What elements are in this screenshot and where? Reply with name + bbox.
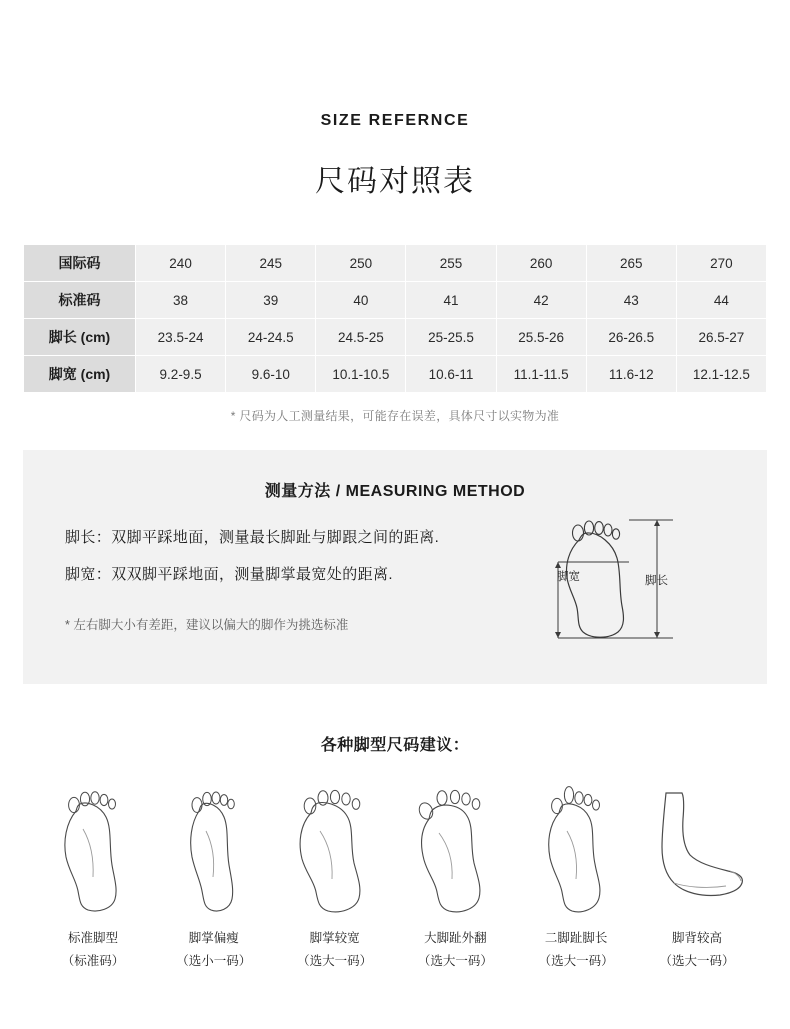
table-cell: 39 bbox=[226, 282, 316, 319]
foot-narrow-icon bbox=[171, 785, 257, 913]
foot-high-arch-art bbox=[641, 781, 753, 913]
row-header-standard-size: 标准码 bbox=[24, 282, 136, 319]
advice-label: 大脚趾外翻 bbox=[424, 931, 487, 945]
advice-label: 标准脚型 bbox=[67, 931, 118, 945]
page-title-english: SIZE REFERNCE bbox=[320, 112, 470, 129]
foot-standard-icon bbox=[50, 785, 136, 913]
advice-item-wide bbox=[279, 781, 391, 969]
table-cell: 25.5-26 bbox=[496, 319, 586, 356]
table-cell: 265 bbox=[586, 245, 676, 282]
table-cell: 240 bbox=[136, 245, 226, 282]
foot-bunion-icon bbox=[409, 785, 501, 913]
measuring-method-panel bbox=[23, 450, 767, 684]
advice-sublabel: （选大一码） bbox=[538, 953, 614, 968]
table-row bbox=[24, 319, 767, 356]
table-row bbox=[24, 245, 767, 282]
size-table-wrapper bbox=[23, 244, 767, 424]
table-cell: 11.1-11.5 bbox=[496, 356, 586, 393]
table-cell: 10.1-10.5 bbox=[316, 356, 406, 393]
advice-item-standard bbox=[37, 781, 149, 969]
table-cell: 44 bbox=[676, 282, 766, 319]
row-header-foot-length: 脚长 (cm) bbox=[24, 319, 136, 356]
table-cell: 42 bbox=[496, 282, 586, 319]
foot-long-second-toe-art bbox=[520, 781, 632, 913]
table-cell: 255 bbox=[406, 245, 496, 282]
foot-wide-icon bbox=[289, 785, 381, 913]
advice-item-narrow bbox=[158, 781, 270, 969]
table-cell: 40 bbox=[316, 282, 406, 319]
foot-long-second-toe-icon bbox=[533, 785, 619, 913]
table-cell: 270 bbox=[676, 245, 766, 282]
table-cell: 9.6-10 bbox=[226, 356, 316, 393]
table-cell: 10.6-11 bbox=[406, 356, 496, 393]
table-cell: 26.5-27 bbox=[676, 319, 766, 356]
table-cell: 26-26.5 bbox=[586, 319, 676, 356]
foot-high-arch-icon bbox=[642, 785, 752, 913]
table-cell: 250 bbox=[316, 245, 406, 282]
foot-wide-art bbox=[279, 781, 391, 913]
page-header bbox=[0, 0, 790, 200]
table-cell: 260 bbox=[496, 245, 586, 282]
foot-standard-art bbox=[37, 781, 149, 913]
table-row bbox=[24, 356, 767, 393]
diagram-label-length: 脚长 bbox=[645, 575, 668, 587]
advice-item-long-second-toe bbox=[520, 781, 632, 969]
table-cell: 9.2-9.5 bbox=[136, 356, 226, 393]
advice-item-bunion bbox=[399, 781, 511, 969]
size-table-note: * 尺码为人工测量结果，可能存在误差，具体尺寸以实物为准 bbox=[230, 409, 560, 423]
advice-sublabel: （选大一码） bbox=[297, 953, 373, 968]
table-cell: 24-24.5 bbox=[226, 319, 316, 356]
table-cell: 43 bbox=[586, 282, 676, 319]
foot-narrow-art bbox=[158, 781, 270, 913]
advice-label: 脚掌较宽 bbox=[309, 931, 360, 945]
advice-sublabel: （选小一码） bbox=[176, 953, 252, 968]
table-cell: 23.5-24 bbox=[136, 319, 226, 356]
measuring-method-title: 测量方法 / MEASURING METHOD bbox=[264, 483, 526, 500]
table-cell: 25-25.5 bbox=[406, 319, 496, 356]
foot-diagram-icon bbox=[525, 506, 725, 656]
table-cell: 38 bbox=[136, 282, 226, 319]
table-cell: 11.6-12 bbox=[586, 356, 676, 393]
advice-sublabel: （选大一码） bbox=[417, 953, 493, 968]
table-cell: 12.1-12.5 bbox=[676, 356, 766, 393]
measuring-instructions bbox=[65, 526, 565, 600]
measuring-instruction-length: 脚长：双脚平踩地面，测量最长脚趾与脚跟之间的距离. bbox=[65, 529, 440, 546]
advice-label: 脚掌偏瘦 bbox=[188, 931, 239, 945]
page-title-chinese: 尺码对照表 bbox=[315, 165, 475, 198]
advice-label: 脚背较高 bbox=[671, 931, 722, 945]
advice-sublabel: （标准码） bbox=[61, 953, 125, 968]
foot-measurement-diagram bbox=[525, 506, 725, 656]
diagram-label-width: 脚宽 bbox=[557, 571, 580, 583]
advice-label: 二脚趾脚长 bbox=[544, 931, 608, 945]
measuring-method-note: * 左右脚大小有差距，建议以偏大的脚作为挑选标准 bbox=[65, 618, 349, 632]
advice-item-high-instep bbox=[641, 781, 753, 969]
table-cell: 41 bbox=[406, 282, 496, 319]
table-cell: 24.5-25 bbox=[316, 319, 406, 356]
advice-sublabel: （选大一码） bbox=[659, 953, 735, 968]
table-row bbox=[24, 282, 767, 319]
size-table bbox=[23, 244, 767, 393]
foot-bunion-art bbox=[399, 781, 511, 913]
table-cell: 245 bbox=[226, 245, 316, 282]
row-header-international-size: 国际码 bbox=[24, 245, 136, 282]
foot-type-advice-row bbox=[23, 781, 767, 969]
row-header-foot-width: 脚宽 (cm) bbox=[24, 356, 136, 393]
measuring-instruction-width: 脚宽：双双脚平踩地面，测量脚掌最宽处的距离. bbox=[65, 566, 393, 583]
foot-type-advice-title: 各种脚型尺码建议： bbox=[320, 737, 470, 754]
